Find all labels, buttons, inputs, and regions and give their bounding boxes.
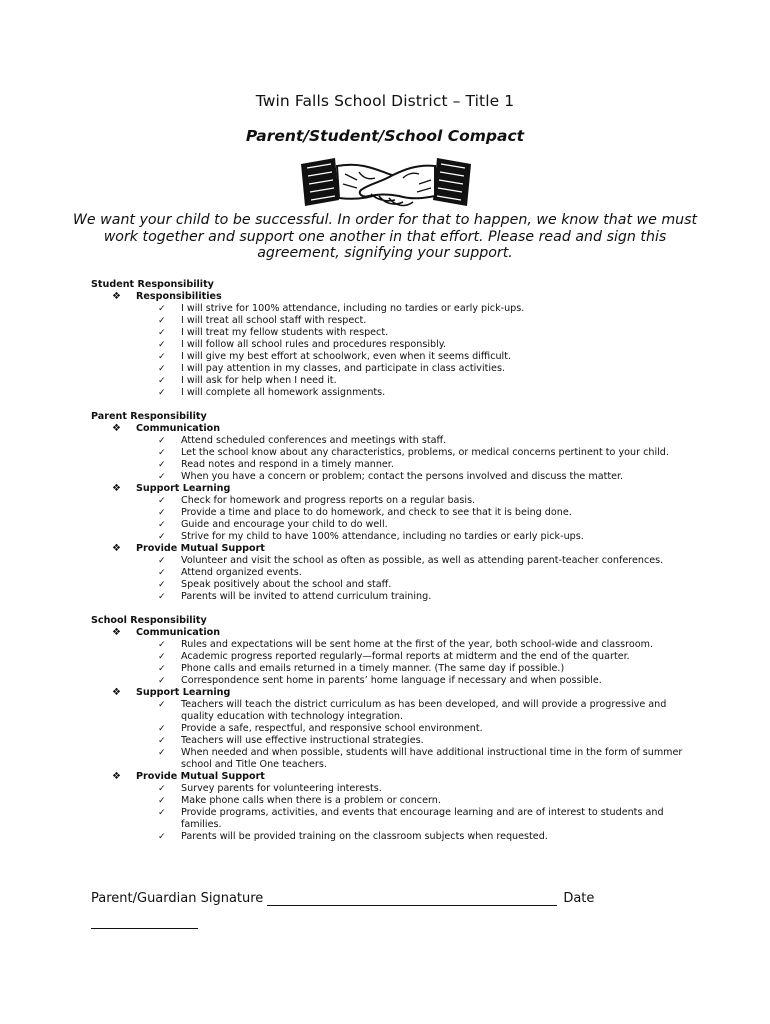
section-title: Parent Responsibility bbox=[91, 411, 207, 422]
list-item-text: Provide a time and place to do homework, and check to see that it is being done. bbox=[181, 507, 572, 518]
list-item-text: Guide and encourage your child to do well. bbox=[181, 519, 388, 530]
diamond-bullet-icon: ❖ bbox=[112, 483, 121, 494]
list-item bbox=[91, 375, 691, 387]
section bbox=[91, 411, 691, 603]
list-item bbox=[91, 699, 691, 723]
list-item bbox=[91, 747, 691, 771]
diamond-bullet-icon: ❖ bbox=[112, 687, 121, 698]
list-item-text: Provide a safe, respectful, and responsive school environment. bbox=[181, 723, 483, 734]
subsection-title bbox=[91, 291, 691, 303]
responsibility-sections bbox=[91, 279, 691, 855]
list-item bbox=[91, 327, 691, 339]
checkmark-icon: ✓ bbox=[158, 808, 166, 818]
checkmark-icon: ✓ bbox=[158, 352, 166, 362]
subsection-label: Responsibilities bbox=[136, 291, 222, 302]
checkmark-icon: ✓ bbox=[158, 580, 166, 590]
checkmark-icon: ✓ bbox=[158, 520, 166, 530]
checkmark-icon: ✓ bbox=[158, 592, 166, 602]
list-item bbox=[91, 807, 691, 831]
subsection-label: Communication bbox=[136, 627, 221, 638]
checkmark-icon: ✓ bbox=[158, 436, 166, 446]
checkmark-icon: ✓ bbox=[158, 676, 166, 686]
subsection-label: Provide Mutual Support bbox=[136, 771, 265, 782]
checkmark-icon: ✓ bbox=[158, 532, 166, 542]
subsection-label: Support Learning bbox=[136, 687, 231, 698]
list-item-text: Speak positively about the school and staff. bbox=[181, 579, 392, 590]
list-item-text: Strive for my child to have 100% attendance, including no tardies or early pick-ups. bbox=[181, 531, 584, 542]
checkmark-icon: ✓ bbox=[158, 748, 166, 758]
list-item bbox=[91, 363, 691, 375]
list-item-text: Teachers will teach the district curriculum as has been developed, and will provide a progressive and quality education with technology integration. bbox=[181, 699, 667, 722]
diamond-bullet-icon: ❖ bbox=[112, 771, 121, 782]
checkmark-icon: ✓ bbox=[158, 316, 166, 326]
compact-title: Parent/Student/School Compact bbox=[245, 127, 525, 145]
list-item bbox=[91, 339, 691, 351]
intro-statement: We want your child to be successful. In order for that to happen, we know that we must work together and support one another in that effort. Please read and sign this agreement, signifying your support. bbox=[72, 212, 698, 262]
list-item-text: Make phone calls when there is a problem or concern. bbox=[181, 795, 441, 806]
subsection-title bbox=[91, 483, 691, 495]
list-item bbox=[91, 531, 691, 543]
list-item-text: Survey parents for volunteering interests. bbox=[181, 783, 382, 794]
list-item bbox=[91, 675, 691, 687]
list-item-text: Parents will be invited to attend curriculum training. bbox=[181, 591, 432, 602]
list-item bbox=[91, 783, 691, 795]
list-item bbox=[91, 591, 691, 603]
date-label: Date bbox=[563, 891, 595, 906]
list-item bbox=[91, 435, 691, 447]
checkmark-icon: ✓ bbox=[158, 832, 166, 842]
checkmark-icon: ✓ bbox=[158, 388, 166, 398]
list-item-text: Rules and expectations will be sent home at the first of the year, both school-wide and classroom. bbox=[181, 639, 654, 650]
list-item-text: Attend scheduled conferences and meetings with staff. bbox=[181, 435, 447, 446]
list-item-text: Correspondence sent home in parents’ home language if necessary and when possible. bbox=[181, 675, 602, 686]
checkmark-icon: ✓ bbox=[158, 364, 166, 374]
list-item bbox=[91, 567, 691, 579]
list-item-text: I will ask for help when I need it. bbox=[181, 375, 337, 386]
checkmark-icon: ✓ bbox=[158, 448, 166, 458]
list-item-text: I will strive for 100% attendance, including no tardies or early pick-ups. bbox=[181, 303, 525, 314]
list-item bbox=[91, 831, 691, 843]
list-item-text: Read notes and respond in a timely manner. bbox=[181, 459, 394, 470]
date-blank[interactable] bbox=[91, 928, 198, 929]
subsection-title bbox=[91, 771, 691, 783]
list-item-text: Teachers will use effective instructional strategies. bbox=[181, 735, 424, 746]
list-item-text: Let the school know about any characteristics, problems, or medical concerns pertinent to your child. bbox=[181, 447, 669, 458]
list-item-text: Check for homework and progress reports on a regular basis. bbox=[181, 495, 476, 506]
checkmark-icon: ✓ bbox=[158, 340, 166, 350]
signature-label: Parent/Guardian Signature bbox=[91, 891, 264, 906]
subsection-label: Support Learning bbox=[136, 483, 231, 494]
checkmark-icon: ✓ bbox=[158, 508, 166, 518]
checkmark-icon: ✓ bbox=[158, 556, 166, 566]
signature-blank[interactable] bbox=[267, 892, 557, 906]
diamond-bullet-icon: ❖ bbox=[112, 291, 121, 302]
list-item bbox=[91, 639, 691, 651]
list-item bbox=[91, 519, 691, 531]
section bbox=[91, 615, 691, 843]
diamond-bullet-icon: ❖ bbox=[112, 543, 121, 554]
list-item bbox=[91, 351, 691, 363]
subsection-title bbox=[91, 543, 691, 555]
handshake-icon bbox=[299, 154, 473, 212]
diamond-bullet-icon: ❖ bbox=[112, 627, 121, 638]
list-item bbox=[91, 315, 691, 327]
list-item-text: Academic progress reported regularly—formal reports at midterm and the end of the quarter. bbox=[181, 651, 630, 662]
checkmark-icon: ✓ bbox=[158, 784, 166, 794]
list-item bbox=[91, 387, 691, 399]
list-item-text: Provide programs, activities, and events that encourage learning and are of interest to students and families. bbox=[181, 807, 664, 830]
list-item bbox=[91, 579, 691, 591]
checkmark-icon: ✓ bbox=[158, 664, 166, 674]
checkmark-icon: ✓ bbox=[158, 724, 166, 734]
section bbox=[91, 279, 691, 399]
checkmark-icon: ✓ bbox=[158, 652, 166, 662]
checkmark-icon: ✓ bbox=[158, 736, 166, 746]
checkmark-icon: ✓ bbox=[158, 376, 166, 386]
subsection-title bbox=[91, 423, 691, 435]
subsection-title bbox=[91, 627, 691, 639]
list-item-text: I will complete all homework assignments. bbox=[181, 387, 386, 398]
section-title: Student Responsibility bbox=[91, 279, 214, 290]
list-item bbox=[91, 663, 691, 675]
list-item bbox=[91, 723, 691, 735]
checkmark-icon: ✓ bbox=[158, 496, 166, 506]
list-item bbox=[91, 507, 691, 519]
list-item-text: Phone calls and emails returned in a timely manner. (The same day if possible.) bbox=[181, 663, 565, 674]
list-item-text: Parents will be provided training on the classroom subjects when requested. bbox=[181, 831, 548, 842]
list-item bbox=[91, 471, 691, 483]
list-item-text: Volunteer and visit the school as often as possible, as well as attending parent-teacher conferences. bbox=[181, 555, 664, 566]
list-item bbox=[91, 735, 691, 747]
list-item bbox=[91, 459, 691, 471]
signature-line bbox=[91, 891, 594, 906]
list-item-text: Attend organized events. bbox=[181, 567, 302, 578]
list-item-text: When you have a concern or problem; contact the persons involved and discuss the matter. bbox=[181, 471, 624, 482]
list-item bbox=[91, 303, 691, 315]
diamond-bullet-icon: ❖ bbox=[112, 423, 121, 434]
list-item-text: I will treat all school staff with respect. bbox=[181, 315, 367, 326]
list-item-text: I will treat my fellow students with respect. bbox=[181, 327, 389, 338]
district-title: Twin Falls School District – Title 1 bbox=[255, 92, 515, 110]
list-item-text: I will pay attention in my classes, and participate in class activities. bbox=[181, 363, 505, 374]
list-item-text: I will follow all school rules and procedures responsibly. bbox=[181, 339, 447, 350]
list-item bbox=[91, 651, 691, 663]
checkmark-icon: ✓ bbox=[158, 304, 166, 314]
checkmark-icon: ✓ bbox=[158, 472, 166, 482]
list-item bbox=[91, 555, 691, 567]
checkmark-icon: ✓ bbox=[158, 796, 166, 806]
checkmark-icon: ✓ bbox=[158, 640, 166, 650]
subsection-label: Communication bbox=[136, 423, 221, 434]
list-item-text: When needed and when possible, students will have additional instructional time in the form of summer school and Title One teachers. bbox=[181, 747, 683, 770]
list-item bbox=[91, 795, 691, 807]
checkmark-icon: ✓ bbox=[158, 328, 166, 338]
section-title: School Responsibility bbox=[91, 615, 207, 626]
list-item-text: I will give my best effort at schoolwork, even when it seems difficult. bbox=[181, 351, 512, 362]
list-item bbox=[91, 495, 691, 507]
list-item bbox=[91, 447, 691, 459]
subsection-title bbox=[91, 687, 691, 699]
checkmark-icon: ✓ bbox=[158, 568, 166, 578]
subsection-label: Provide Mutual Support bbox=[136, 543, 265, 554]
checkmark-icon: ✓ bbox=[158, 460, 166, 470]
checkmark-icon: ✓ bbox=[158, 700, 166, 710]
